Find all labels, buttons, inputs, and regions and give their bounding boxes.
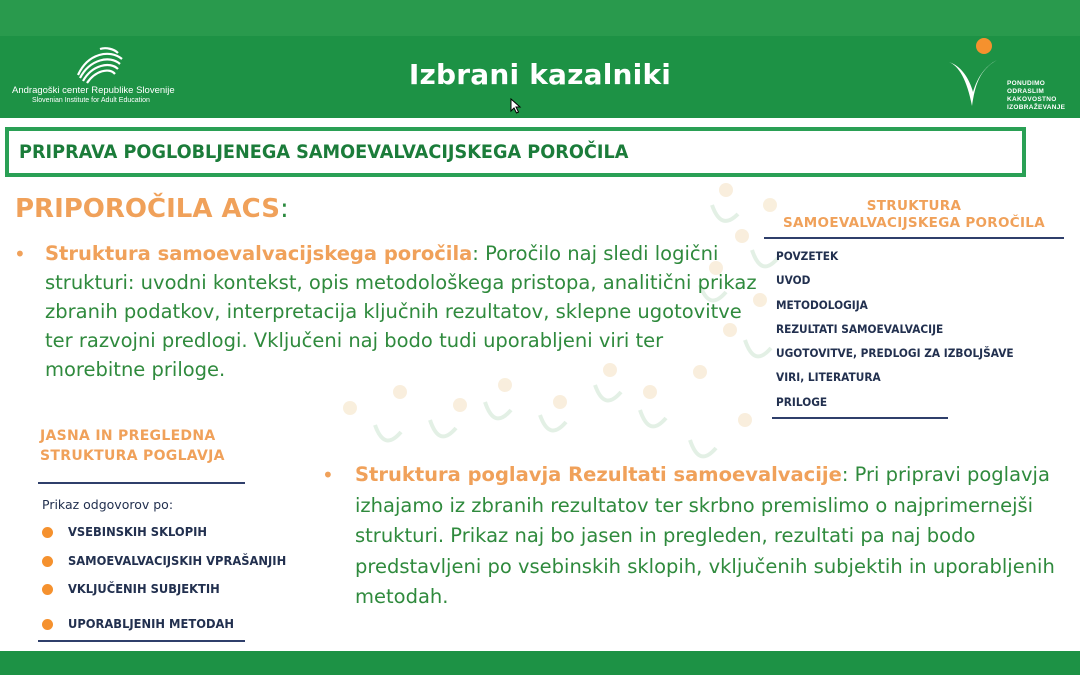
list-item: UGOTOVITVE, PREDLOGI ZA IZBOLJŠAVE	[776, 346, 1014, 361]
chapter-structure-label: Prikaz odgovorov po:	[42, 497, 174, 512]
list-item: REZULTATI SAMOEVALVACIJE	[776, 321, 944, 336]
paragraph-text: : Poročilo naj sledi logični strukturi: uvodni kontekst, opis metodološkega pristopa, analitični prikaz zbranih podatkov, interpretacija ključnih rezultatov, sklepne ugotovitve ter razvojni predlogi. Vključeni naj bodo tudi uporabljeni viri ter morebitne priloge.	[45, 242, 757, 381]
right-logo-text: PONUDIMO ODRASLIM KAKOVOSTNO IZOBRAŽEVANJE	[1007, 80, 1066, 111]
bottom-bar	[0, 651, 1080, 675]
list-item: POVZETEK	[776, 249, 839, 263]
chapter-structure-list	[42, 522, 305, 642]
results-chapter-paragraph	[355, 460, 1055, 613]
bullet-marker: •	[14, 242, 26, 266]
report-structure-box	[764, 198, 1064, 416]
report-structure-list	[764, 246, 1064, 416]
bullet-marker: •	[322, 463, 334, 487]
recommendations-heading: PRIPOROČILA ACS:	[15, 194, 289, 224]
paragraph-text: : Pri pripravi poglavja izhajamo iz zbranih rezultatov ter skrbno premislimo o najprimernejši strukturi. Prikaz naj bo jasen in pregleden, rezultati pa naj bodo predstavljeni po vsebinskih sklopih, vključenih subjektih in uporabljenih metodah.	[355, 463, 1055, 608]
divider	[764, 237, 1064, 239]
acs-name: Andragoški center Republike Slovenije	[12, 85, 175, 96]
orange-dot-icon	[42, 619, 53, 630]
orange-dot-icon	[42, 527, 53, 538]
paragraph-highlight: Struktura poglavja Rezultati samoevalvacije	[355, 463, 842, 486]
divider	[772, 417, 948, 419]
orange-dot-icon	[42, 584, 53, 595]
list-item: SAMOEVALVACIJSKIH VPRAŠANJIH	[42, 551, 305, 580]
list-item: UVOD	[776, 273, 811, 288]
divider	[38, 640, 245, 642]
list-item: VKLJUČENIH SUBJEKTIH	[42, 579, 305, 608]
list-item: VIRI, LITERATURA	[776, 370, 881, 385]
list-item: METODOLOGIJA	[776, 297, 868, 312]
slide-title: Izbrani kazalniki	[408, 58, 672, 91]
report-structure-title: STRUKTURA SAMOEVALVACIJSKEGA POROČILA	[783, 198, 1045, 231]
orange-dot-icon	[42, 556, 53, 567]
list-item: UPORABLJENIH METODAH	[42, 614, 305, 643]
report-structure-paragraph	[45, 239, 765, 384]
paragraph-highlight: Struktura samoevalvacijskega poročila	[45, 242, 473, 265]
list-item: PRILOGE	[776, 394, 828, 409]
section-title: PRIPRAVA POGLOBLJENEGA SAMOEVALVACIJSKEGA POROČILA	[19, 141, 629, 163]
acs-subtitle: Slovenian Institute for Adult Education	[32, 97, 150, 104]
list-item: VSEBINSKIH SKLOPIH	[42, 522, 305, 551]
chapter-structure-title: JASNA IN PREGLEDNA STRUKTURA POGLAVJA	[40, 428, 225, 464]
divider	[38, 482, 245, 484]
